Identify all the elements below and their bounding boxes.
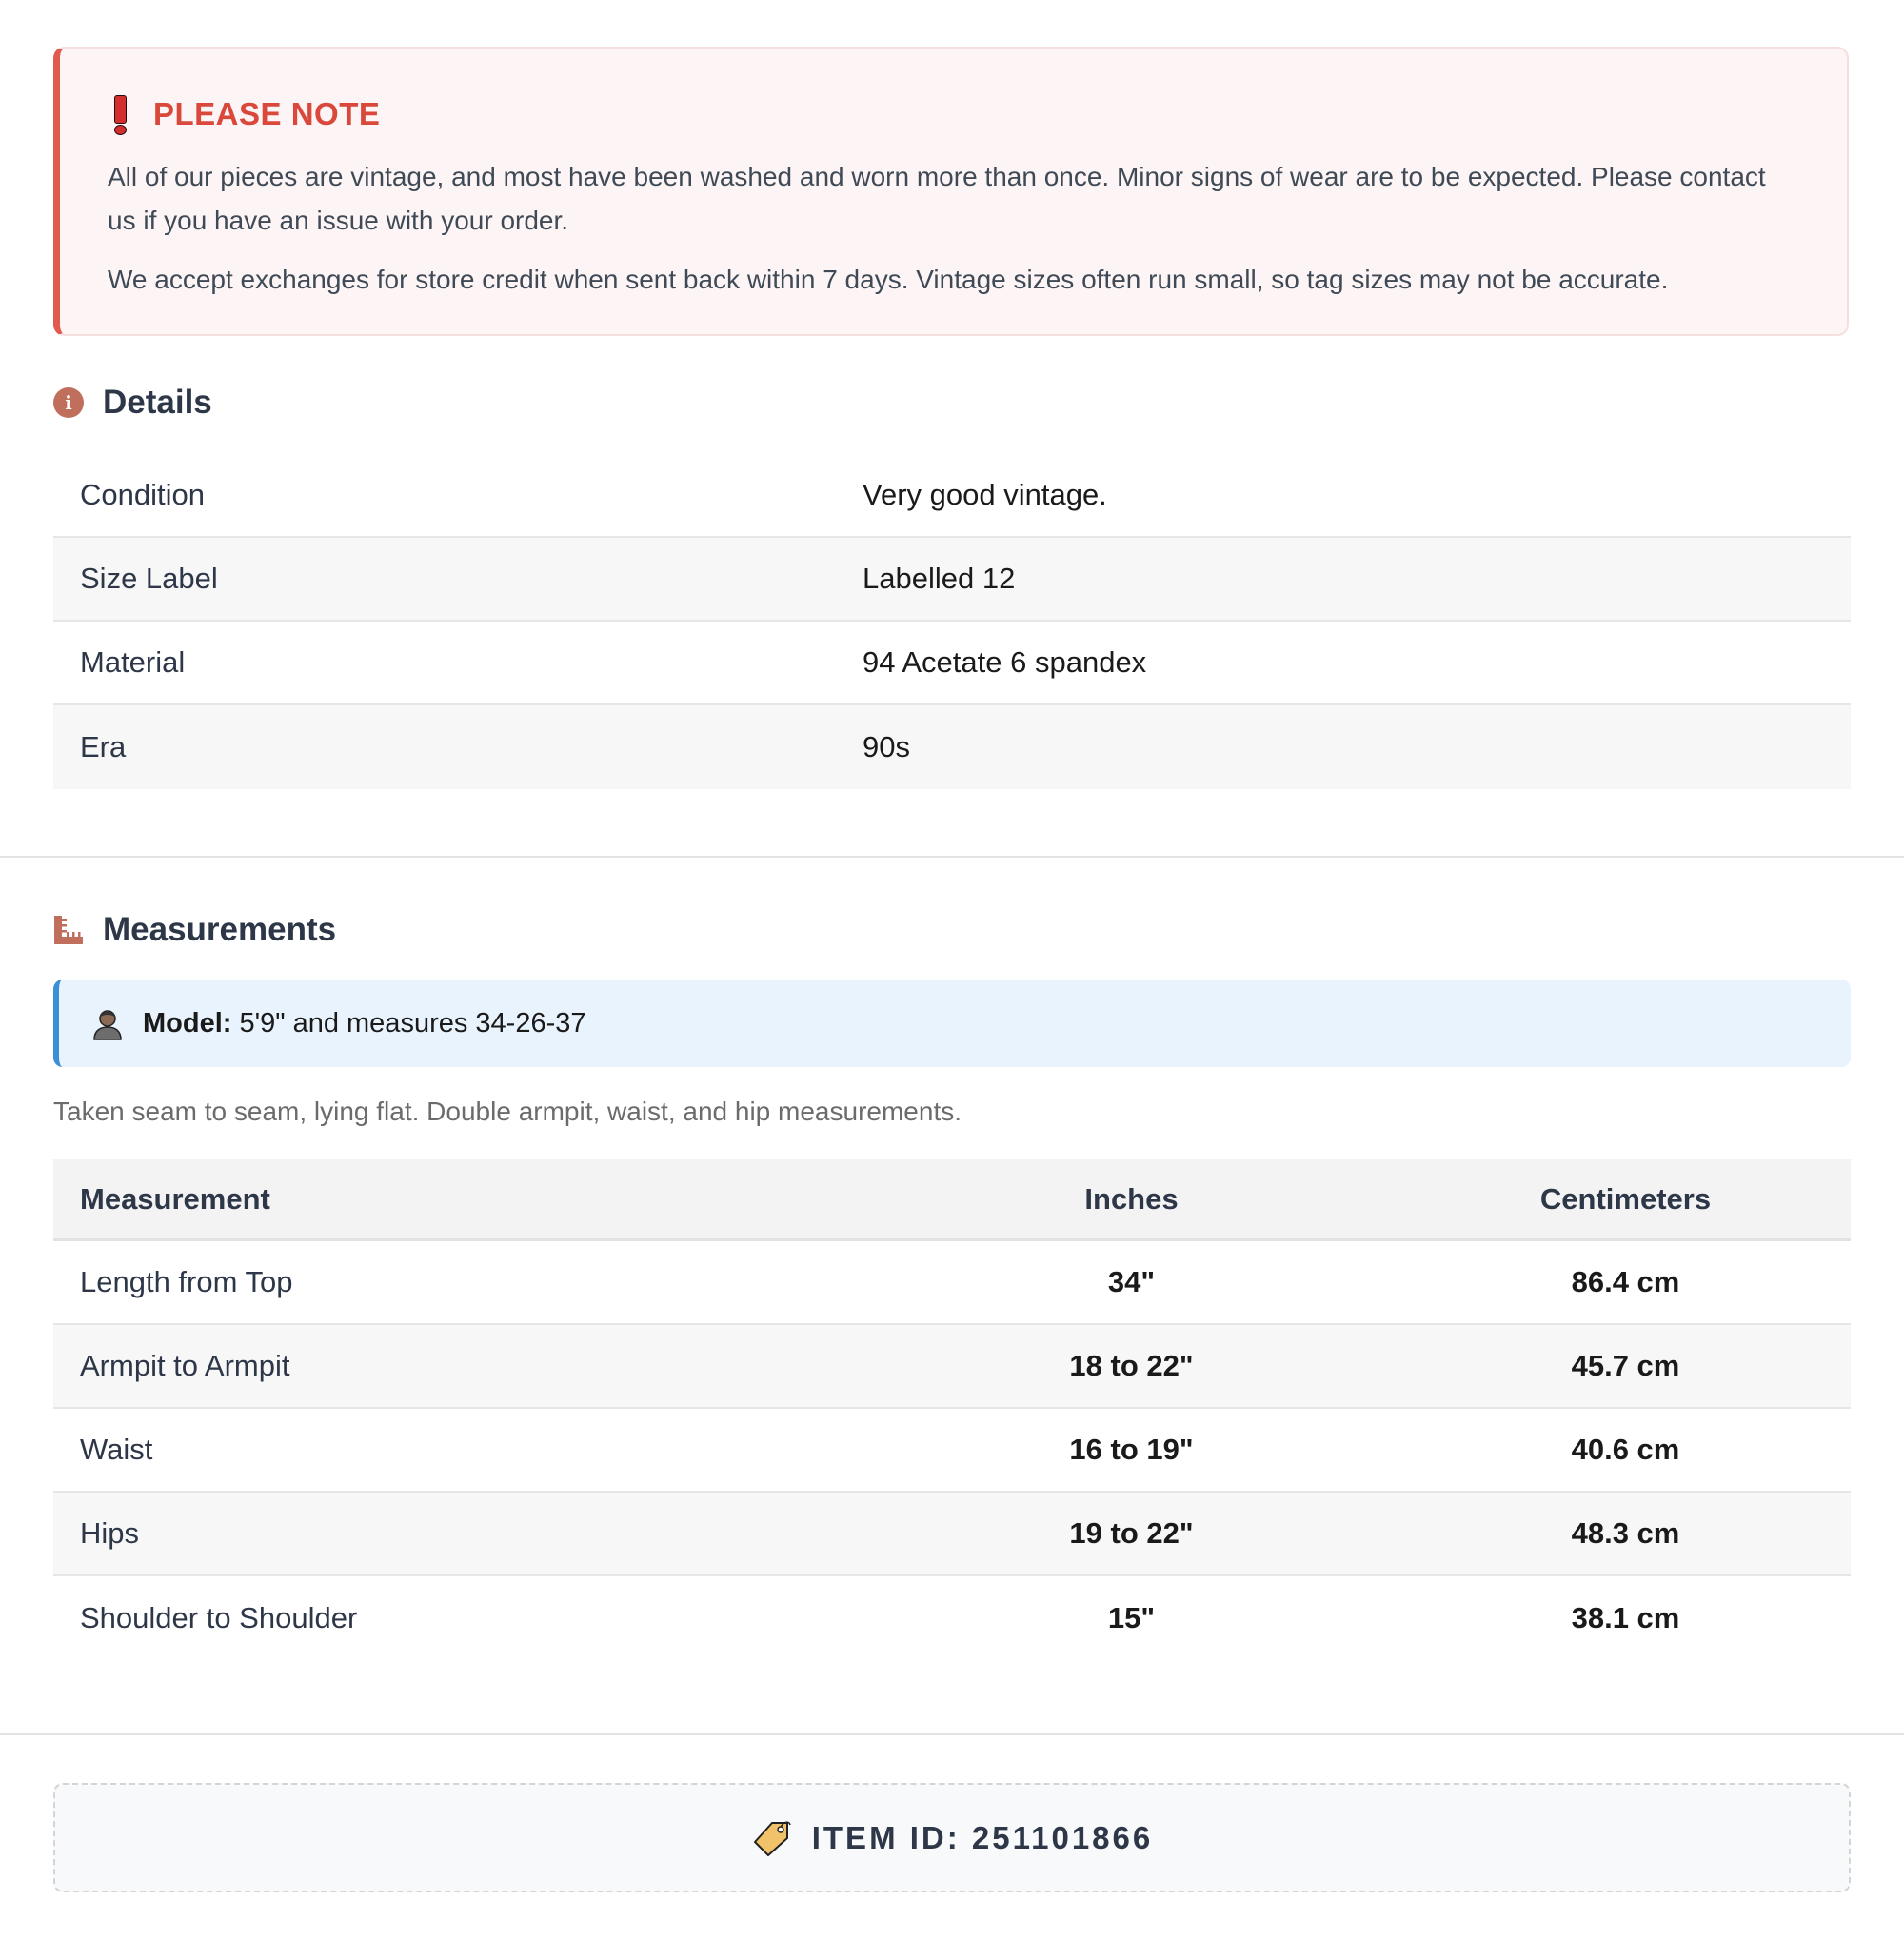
measurements-heading-row [53,906,336,954]
details-row-condition [53,454,1851,538]
measurement-inches: 34" [1107,1265,1156,1298]
details-value: Very good vintage. [863,478,1107,511]
measurement-note: Taken seam to seam, lying flat. Double armpit, waist, and hip measurements. [53,1097,962,1126]
please-note-notice [53,47,1849,336]
details-key: Condition [80,478,205,511]
details-heading: Details [103,384,212,421]
notice-paragraph-1-line-2: us if you have an issue with your order. [108,206,569,235]
measurement-cm: 40.6 cm [1571,1433,1680,1466]
table-row [53,1325,1851,1409]
measurement-name: Length from Top [80,1265,293,1298]
measurement-cm: 45.7 cm [1571,1349,1680,1382]
measurements-table [53,1159,1851,1660]
measurement-cm: 48.3 cm [1571,1516,1680,1550]
measurement-inches: 16 to 19" [1069,1433,1194,1466]
details-row-material [53,622,1851,705]
measurement-inches: 18 to 22" [1069,1349,1194,1382]
details-value: 90s [863,730,910,763]
details-key: Era [80,730,127,763]
notice-paragraph-1-line-1: All of our pieces are vintage, and most have been washed and worn more than once. Minor signs of wear are to be expected. Please contact [108,162,1766,191]
model-info-banner [53,980,1851,1067]
measurement-inches: 19 to 22" [1069,1516,1194,1550]
table-row [53,1493,1851,1576]
item-id: ITEM ID: 251101866 [811,1819,1154,1855]
model-text: 5'9" and measures 34-26-37 [239,1007,586,1039]
exclamation-icon [108,95,132,133]
measurement-cm: 38.1 cm [1571,1601,1680,1634]
measurement-name: Hips [80,1516,140,1550]
measurement-name: Shoulder to Shoulder [80,1601,358,1634]
details-key: Size Label [80,562,218,595]
section-divider [0,856,1904,858]
notice-title: PLEASE NOTE [153,96,381,131]
details-row-era [53,705,1851,789]
notice-paragraph-2: We accept exchanges for store credit when sent back within 7 days. Vintage sizes often run small, so tag sizes may not be accurate. [108,265,1669,294]
notice-title-row [108,92,1799,136]
details-table [53,454,1851,789]
details-heading-row [53,379,212,426]
price-tag-icon [751,1817,793,1859]
item-id-box [53,1783,1851,1892]
details-value: Labelled 12 [863,562,1016,595]
measurement-inches: 15" [1107,1601,1156,1634]
column-header-inches: Inches [1084,1181,1179,1216]
table-row [53,1409,1851,1493]
measurement-name: Armpit to Armpit [80,1349,290,1382]
details-row-size-label [53,538,1851,622]
measurement-cm: 86.4 cm [1571,1265,1680,1298]
column-header-centimeters: Centimeters [1539,1181,1712,1216]
details-value: 94 Acetate 6 spandex [863,645,1147,679]
ruler-icon [53,915,84,945]
details-key: Material [80,645,186,679]
measurements-heading: Measurements [103,911,337,948]
measurement-name: Waist [80,1433,153,1466]
section-divider [0,1733,1904,1735]
column-header-measurement: Measurement [80,1181,270,1216]
table-row [53,1576,1851,1660]
table-header-row [53,1159,1851,1241]
notice-paragraph-1 [108,155,1799,243]
info-icon: i [53,387,84,418]
person-icon [91,1006,124,1040]
table-row [53,1241,1851,1325]
model-label: Model: [143,1007,232,1039]
